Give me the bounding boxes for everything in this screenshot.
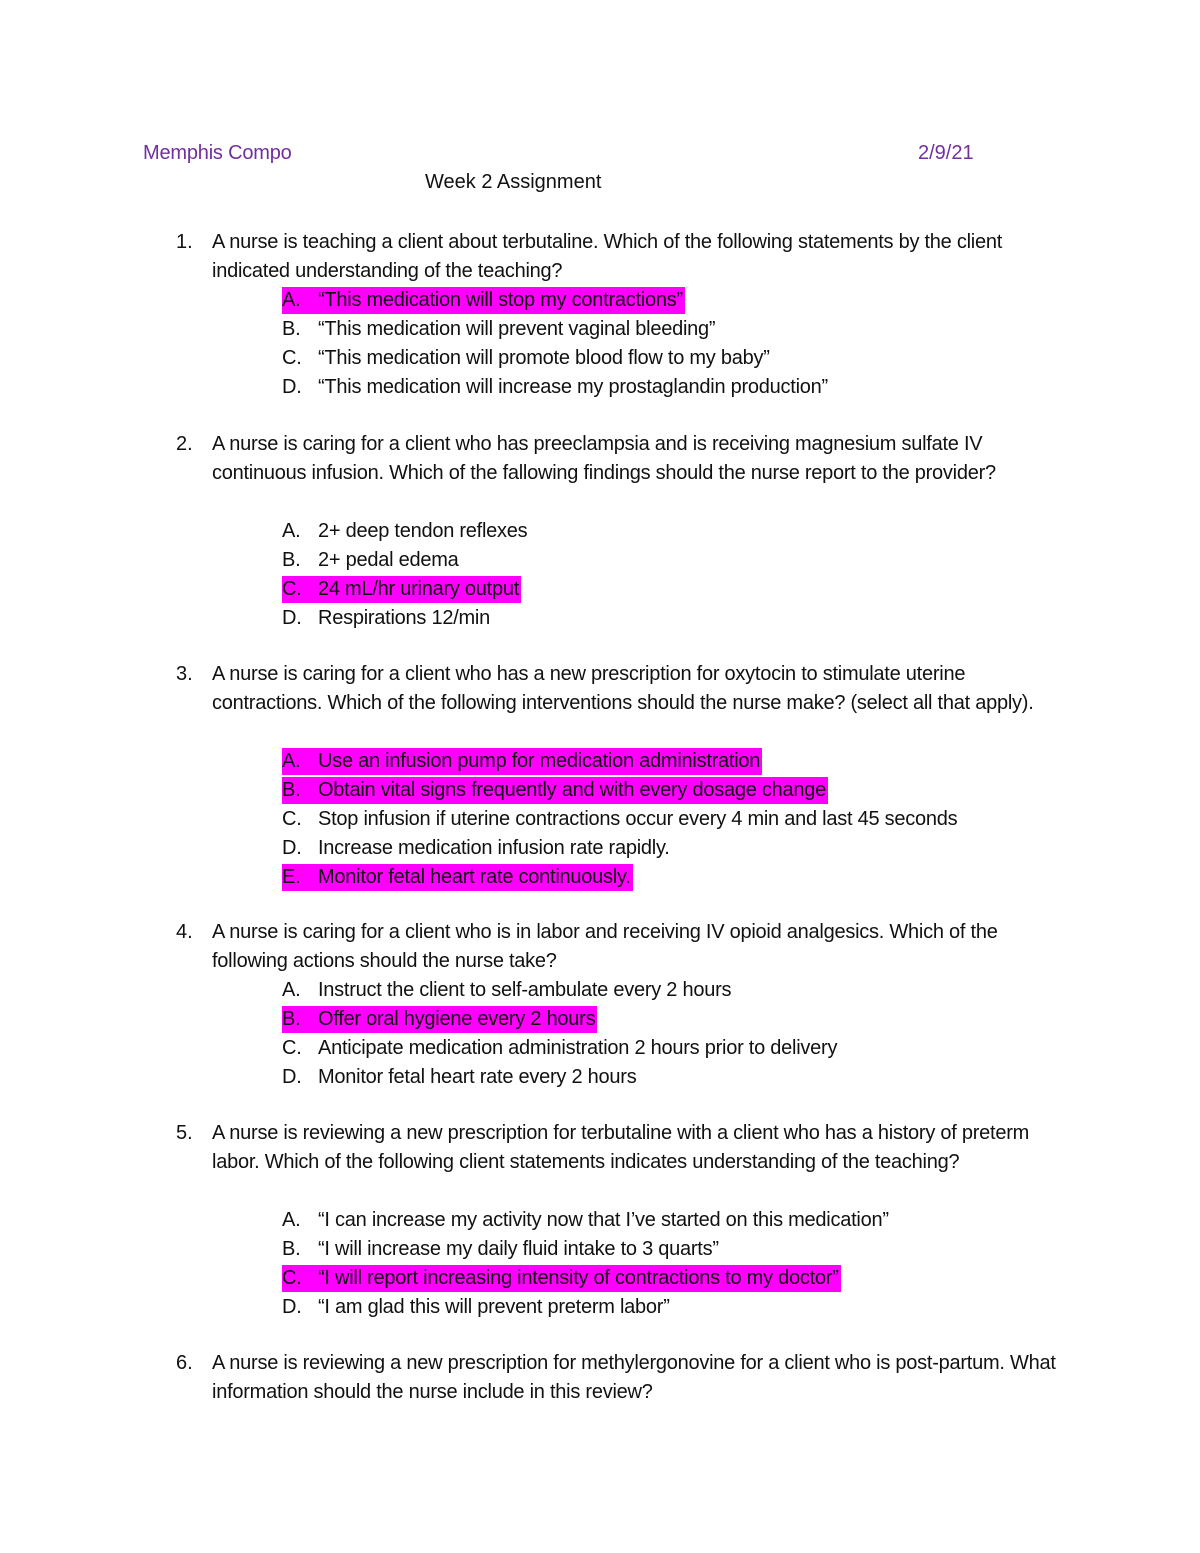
answer-letter: C. [282, 808, 302, 830]
answer-option [282, 517, 1142, 546]
answer-letter: B. [282, 779, 301, 801]
assignment-date: 2/9/21 [918, 142, 974, 164]
answer-letter: A. [282, 1209, 301, 1231]
question-text: A nurse is reviewing a new prescription for methylergonovine for a client who is post-partum. What information should the nurse include in this review? [212, 1352, 1056, 1403]
answer-options [282, 286, 1142, 402]
answer-letter: B. [282, 1008, 301, 1030]
answer-option-body [282, 576, 521, 603]
answer-option-highlighted [282, 776, 1142, 805]
answer-option-body [282, 977, 733, 1004]
answer-letter: D. [282, 1296, 302, 1318]
question-number: 3. [176, 663, 193, 685]
answer-option-body [282, 864, 633, 891]
answer-text: Respirations 12/min [318, 607, 490, 629]
answer-option-body [282, 345, 772, 372]
answer-option-body [282, 605, 492, 632]
answer-option-body [282, 1006, 597, 1033]
answer-option-highlighted [282, 863, 1142, 892]
answer-text: Anticipate medication administration 2 hours prior to delivery [318, 1037, 838, 1059]
answer-option [282, 1235, 1142, 1264]
answer-option-body [282, 518, 529, 545]
answer-option-body [282, 1064, 638, 1091]
answer-options [282, 747, 1142, 892]
answer-letter: D. [282, 376, 302, 398]
answer-option-body [282, 1207, 891, 1234]
answer-text: Obtain vital signs frequently and with every dosage change [318, 779, 827, 801]
answer-text: “This medication will stop my contractions” [318, 289, 683, 311]
answer-option [282, 1206, 1142, 1235]
answer-letter: C. [282, 1037, 302, 1059]
answer-option-body [282, 287, 685, 314]
answer-letter: C. [282, 1267, 302, 1289]
answer-options [282, 517, 1142, 633]
answer-text: 2+ pedal edema [318, 549, 459, 571]
answer-option [282, 976, 1142, 1005]
answer-text: Stop infusion if uterine contractions occur every 4 min and last 45 seconds [318, 808, 958, 830]
answer-text: Use an infusion pump for medication administration [318, 750, 761, 772]
answer-letter: A. [282, 750, 301, 772]
answer-letter: A. [282, 289, 301, 311]
answer-option-highlighted [282, 1005, 1142, 1034]
answer-option-body [282, 374, 830, 401]
answer-text: “I will increase my daily fluid intake to 3 quarts” [318, 1238, 719, 1260]
answer-option-body [282, 1294, 672, 1321]
answer-text: Increase medication infusion rate rapidly. [318, 837, 670, 859]
answer-option [282, 1063, 1142, 1092]
page-title: Week 2 Assignment [425, 171, 602, 193]
answer-letter: D. [282, 607, 302, 629]
answer-text: “I can increase my activity now that I’ve started on this medication” [318, 1209, 889, 1231]
answer-letter: A. [282, 520, 301, 542]
answer-text: Offer oral hygiene every 2 hours [318, 1008, 596, 1030]
answer-option-body [282, 835, 672, 862]
answer-text: “I am glad this will prevent preterm labor” [318, 1296, 670, 1318]
answer-letter: D. [282, 1066, 302, 1088]
answer-option-body [282, 806, 959, 833]
answer-option [282, 546, 1142, 575]
answer-options [282, 976, 1142, 1092]
question-number: 6. [176, 1352, 193, 1374]
answer-letter: B. [282, 549, 301, 571]
answer-text: “I will report increasing intensity of contractions to my doctor” [318, 1267, 839, 1289]
answer-option [282, 805, 1142, 834]
question-text: A nurse is caring for a client who has preeclampsia and is receiving magnesium sulfate IV continuous infusion. Which of the fallowing findings should the nurse report to the provider? [212, 433, 996, 484]
author-name: Memphis Compo [143, 142, 292, 164]
answer-text: Instruct the client to self-ambulate every 2 hours [318, 979, 732, 1001]
answer-letter: C. [282, 347, 302, 369]
answer-option-highlighted [282, 575, 1142, 604]
answer-option [282, 834, 1142, 863]
answer-letter: E. [282, 866, 301, 888]
answer-option-highlighted [282, 747, 1142, 776]
answer-option [282, 1293, 1142, 1322]
answer-text: 24 mL/hr urinary output [318, 578, 520, 600]
answer-text: “This medication will promote blood flow to my baby” [318, 347, 770, 369]
answer-text: “This medication will prevent vaginal bleeding” [318, 318, 716, 340]
question-number: 2. [176, 433, 193, 455]
question-number: 1. [176, 231, 193, 253]
answer-option-body [282, 1236, 721, 1263]
answer-option-body [282, 316, 717, 343]
answer-letter: B. [282, 1238, 301, 1260]
answer-letter: B. [282, 318, 301, 340]
answer-options [282, 1206, 1142, 1322]
answer-option-body [282, 777, 828, 804]
question-text: A nurse is caring for a client who has a new prescription for oxytocin to stimulate uterine contractions. Which of the following interventions should the nurse make? (select all that apply). [212, 663, 1034, 714]
answer-text: “This medication will increase my prostaglandin production” [318, 376, 828, 398]
question-number: 4. [176, 921, 193, 943]
answer-text: Monitor fetal heart rate continuously. [318, 866, 631, 888]
answer-letter: A. [282, 979, 301, 1001]
answer-option-highlighted [282, 286, 1142, 315]
answer-text: Monitor fetal heart rate every 2 hours [318, 1066, 637, 1088]
question-text: A nurse is caring for a client who is in labor and receiving IV opioid analgesics. Which of the following actions should the nurse take? [212, 921, 998, 972]
answer-option-body [282, 1035, 839, 1062]
answer-option-body [282, 547, 461, 574]
question-text: A nurse is reviewing a new prescription for terbutaline with a client who has a history of preterm labor. Which of the following client statements indicates understanding of the teaching? [212, 1122, 1030, 1173]
answer-letter: C. [282, 578, 302, 600]
answer-option-body [282, 748, 762, 775]
answer-letter: D. [282, 837, 302, 859]
answer-text: 2+ deep tendon reflexes [318, 520, 528, 542]
answer-option [282, 604, 1142, 633]
answer-option [282, 315, 1142, 344]
answer-option [282, 1034, 1142, 1063]
question-text: A nurse is teaching a client about terbutaline. Which of the following statements by the client indicated understanding of the teaching? [212, 231, 1003, 282]
answer-option-highlighted [282, 1264, 1142, 1293]
answer-option [282, 373, 1142, 402]
question-number: 5. [176, 1122, 193, 1144]
answer-option [282, 344, 1142, 373]
answer-option-body [282, 1265, 841, 1292]
